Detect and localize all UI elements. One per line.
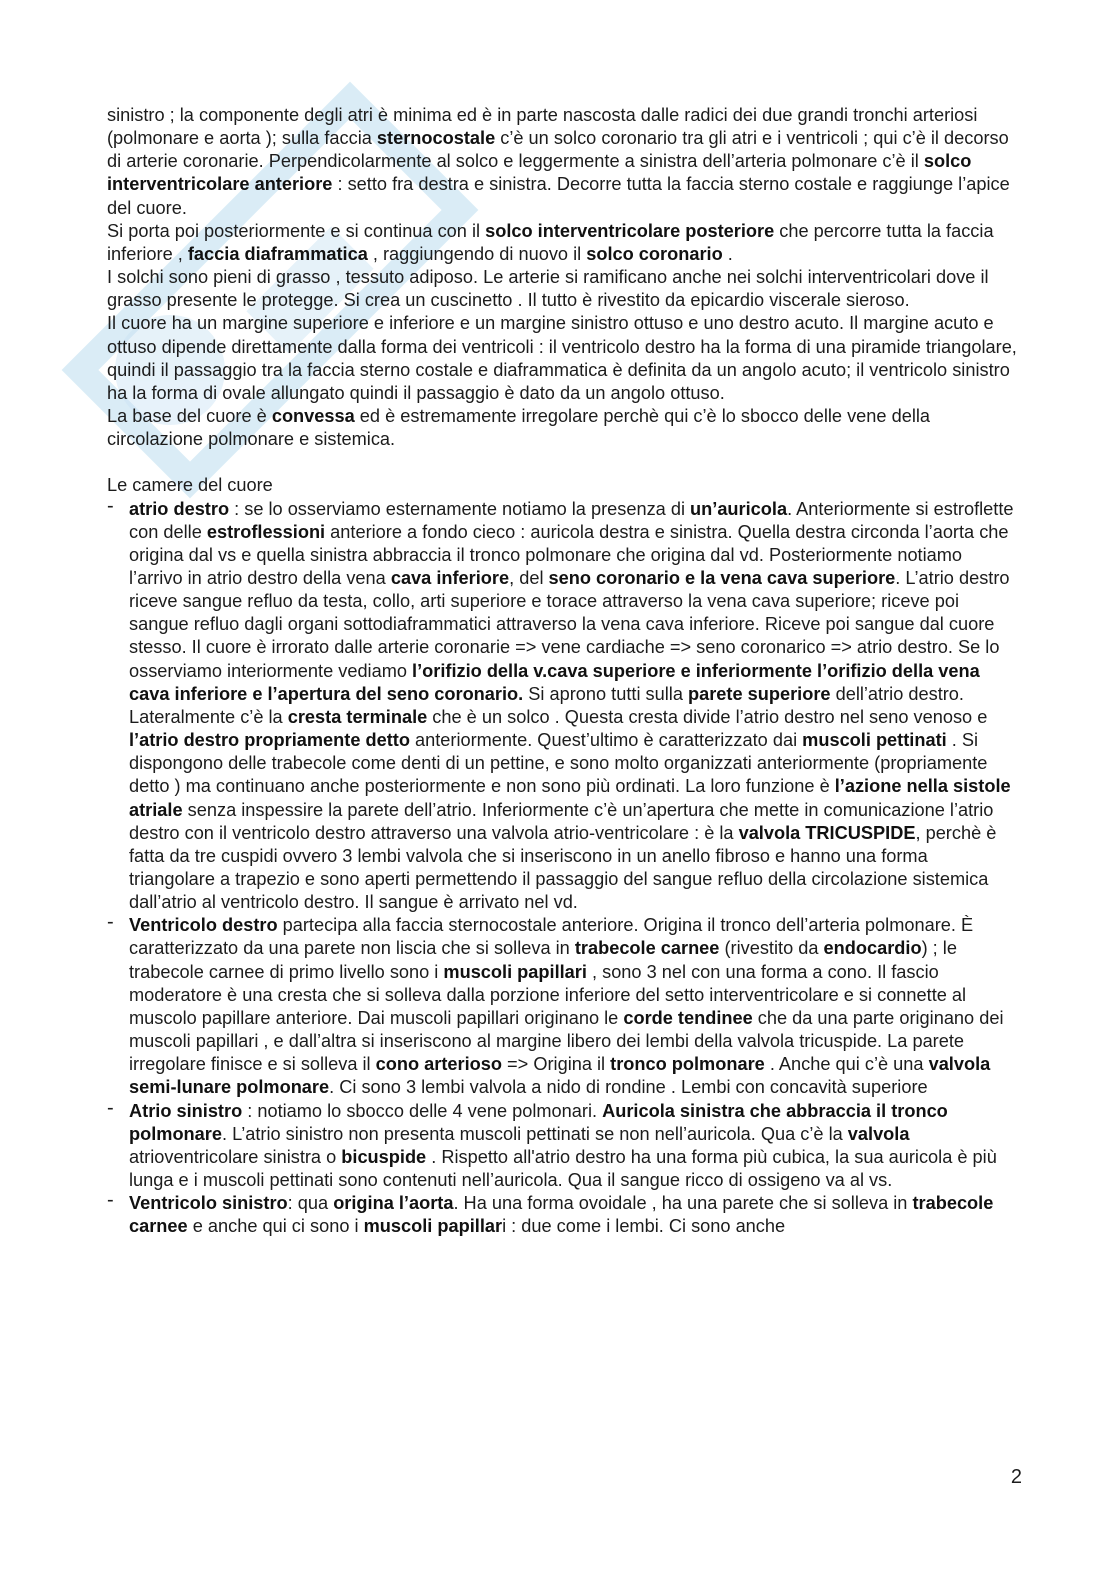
text-run: anteriore a fondo cieco : auricola destra e sinistra. Quella destra circonda l’aorta che origina dal vs e quella sinistra abbraccia il tronco polmonare che origina dal vd. Posteriormente notiamo l’arrivo in atrio destro della vena — [129, 521, 1009, 588]
text-run: e anche qui ci sono i — [187, 1216, 364, 1237]
bold-term: Ventricolo destro — [129, 915, 278, 936]
text-run: anteriormente. Quest’ultimo è caratterizzato dai — [409, 730, 803, 751]
text-run: => Origina il — [501, 1054, 611, 1075]
list-item — [107, 1192, 1017, 1238]
text-run: . Ci sono 3 lembi valvola a nido di rondine . Lembi con concavità superiore — [329, 1077, 928, 1098]
text-run: . Anche qui c’è una — [764, 1054, 929, 1075]
text-run: Si porta poi posteriormente e si continua con il — [107, 220, 486, 241]
bold-term: convessa — [271, 406, 355, 427]
text-run: , raggiungendo di nuovo il — [367, 243, 587, 264]
text-run: (rivestito da — [719, 938, 824, 959]
paragraph — [107, 220, 1017, 266]
text-run: . Anteriormente si estroflette con delle — [129, 498, 1014, 542]
text-run: i : due come i lembi. Ci sono anche — [502, 1216, 786, 1237]
text-run: : setto fra destra e sinistra. Decorre tutta la faccia sterno costale e raggiunge l’apice del cuore. — [107, 174, 1010, 218]
text-run: . Ha una forma ovoidale , ha una parete che si solleva in — [453, 1193, 913, 1214]
bold-term: bicuspide — [341, 1146, 427, 1167]
text-run: senza inspessire la parete dell’atrio. Inferiormente c’è un’apertura che mette in comunicazione l’atrio destro con il ventricolo destro attraverso una valvola atrio-ventricolare : è la — [129, 799, 994, 843]
bold-term: cono arterioso — [375, 1054, 502, 1075]
text-run: ) ; le trabecole carnee di primo livello sono i — [129, 938, 957, 982]
bold-term: cava inferiore — [390, 567, 510, 588]
bold-term: valvola TRICUSPIDE — [738, 822, 916, 843]
text-run: . L’atrio destro riceve sangue refluo da testa, collo, arti superiore e torace attraverso la vena cava superiore; riceve poi sangue refluo dagli organi sottodiaframmatici attraverso la vena cava inferiore. Riceve poi sangue dal cuore stesso. Il cuore è irrorato dalle arterie coronarie => vene cardiache => seno coronarico => atrio destro. Se lo osserviamo interiormente vediamo — [129, 567, 1010, 681]
bold-term: solco interventricolare anteriore — [107, 151, 972, 195]
chambers-list — [107, 498, 1017, 1239]
bold-term: muscoli papillar — [363, 1216, 503, 1237]
text-run: atrioventricolare sinistra o — [129, 1146, 342, 1167]
paragraph-spacer — [107, 451, 1017, 474]
list-item — [107, 498, 1017, 915]
list-item — [107, 1100, 1017, 1193]
bold-term: sternocostale — [376, 128, 496, 149]
bold-term: l’orifizio della v.cava superiore e inferiormente l’orifizio della vena cava inferiore e l’apertura del seno coronario. — [129, 660, 980, 704]
bold-term: trabecole carnee — [129, 1193, 994, 1237]
paragraph — [107, 266, 1017, 312]
text-run: I solchi sono pieni di grasso , tessuto adiposo. Le arterie si ramificano anche nei solchi interventricolari dove il grasso presente le protegge. Si crea un cuscinetto . Il tutto è rivestito da epicardio viscerale sieroso. — [107, 267, 989, 311]
text-run: che da una parte originano dei muscoli papillari , e dall’altra si inseriscono al margine libero dei lembi della valvola tricuspide. La parete irregolare finisce e si solleva il — [129, 1007, 1004, 1075]
bold-term: seno coronario e la vena cava superiore — [548, 567, 896, 588]
text-run: Si aprono tutti sulla — [523, 683, 688, 704]
bold-term: Auricola sinistra che abbraccia il tronco polmonare — [129, 1100, 948, 1144]
bold-term: Atrio sinistro — [129, 1100, 243, 1121]
text-run: , perchè è fatta da tre cuspidi ovvero 3 lembi valvola che si inseriscono in un anello fibroso e hanno una forma triangolare a trapezio e sono aperti permettendo il passaggio del sangue refluo della circolazione sistemica dall’atrio al ventricolo destro. Il sangue è arrivato nel vd. — [129, 822, 997, 913]
text-run: : se lo osserviamo esternamente notiamo la presenza di — [229, 498, 691, 519]
bold-term: tronco polmonare — [610, 1054, 765, 1075]
paragraph — [107, 104, 1017, 220]
bold-term: Ventricolo sinistro — [129, 1193, 288, 1214]
bold-term: l’azione nella sistole atriale — [129, 776, 1011, 820]
bold-term: endocardio — [823, 938, 922, 959]
text-run: c’è un solco coronario tra gli atri e i ventricoli ; qui c’è il decorso di arterie coronarie. Perpendicolarmente al solco e leggermente a sinistra dell’arteria polmonare c’è il — [107, 128, 1009, 172]
bold-term: un’auricola — [690, 498, 788, 519]
text-run: partecipa alla faccia sternocostale anteriore. Origina il tronco dell’arteria polmonare. È caratterizzato da una parete non liscia che si solleva in — [129, 915, 974, 959]
bold-term: muscoli papillari — [443, 961, 587, 982]
bold-term: muscoli pettinati — [802, 730, 947, 751]
text-run: , sono 3 nel con una forma a cono. Il fascio moderatore è una cresta che si solleva dalla porzione inferiore del setto interventricolare e si connette al muscolo papillare anteriore. Dai muscoli papillari originano le — [129, 961, 967, 1028]
page-number: 2 — [1010, 1466, 1022, 1488]
bold-term: solco interventricolare posteriore — [485, 220, 775, 241]
bold-term: atrio destro — [129, 498, 230, 519]
text-run: . — [722, 243, 733, 264]
text-run: ed è estremamente irregolare perchè qui c’è lo sbocco delle vene della circolazione polmonare e sistemica. — [107, 406, 931, 450]
document-page — [107, 104, 1017, 1239]
bold-term: trabecole carnee — [574, 938, 720, 959]
text-run: . Si dispongono delle trabecole come denti di un pettine, e sono molto organizzati anteriormente (propriamente detto ) ma continuano anche posteriormente e non sono più ordinati. La loro funzione è — [129, 730, 988, 797]
section-title: Le camere del cuore — [107, 475, 273, 496]
text-run: Il cuore ha un margine superiore e inferiore e un margine sinistro ottuso e uno destro acuto. Il margine acuto e ottuso dipende direttamente dalla forma dei ventricoli : il ventricolo destro ha la forma di una piramide triangolare, quindi il passaggio tra la faccia sterno costale e diaframmatica è definita da un angolo acuto; il ventricolo sinistro ha la forma di ovale allungato quindi il passaggio è dato da un angolo ottuso. — [107, 313, 1017, 403]
text-run: che è un solco . Questa cresta divide l’atrio destro nel seno venoso e — [427, 706, 988, 727]
paragraph — [107, 312, 1017, 405]
bold-term: faccia diaframmatica — [187, 243, 368, 264]
text-run: . L’atrio sinistro non presenta muscoli pettinati se non nell’auricola. Qua c’è la — [221, 1123, 848, 1144]
text-run: sinistro ; la componente degli atri è minima ed è in parte nascosta dalle radici dei due grandi tronchi arteriosi (polmonare e aorta ); sulla faccia — [107, 105, 978, 149]
bold-term: parete superiore — [688, 683, 831, 704]
bold-term: valvola — [847, 1123, 910, 1144]
text-run: : qua — [287, 1193, 334, 1214]
bold-term: l’atrio destro propriamente detto — [129, 730, 410, 751]
text-run: che percorre tutta la faccia inferiore , — [107, 220, 994, 264]
bold-term: cresta terminale — [287, 706, 428, 727]
list-item — [107, 914, 1017, 1099]
bold-term: corde tendinee — [623, 1007, 753, 1028]
text-run: . Rispetto all'atrio destro ha una forma più cubica, la sua auricola è più lunga e i muscoli pettinati sono contenuti nell’auricola. Qua il sangue ricco di ossigeno va al vs. — [129, 1146, 997, 1191]
bold-term: estroflessioni — [206, 521, 326, 542]
text-run: dell’atrio destro. Lateralmente c’è la — [129, 683, 964, 727]
text-run: , del — [509, 567, 549, 588]
bold-term: origina l’aorta — [333, 1193, 454, 1214]
text-run: La base del cuore è — [107, 406, 272, 427]
paragraph — [107, 405, 1017, 451]
bold-term: valvola semi-lunare polmonare — [129, 1054, 991, 1098]
text-run: : notiamo lo sbocco delle 4 vene polmonari. — [242, 1100, 603, 1121]
bold-term: solco coronario — [586, 243, 723, 264]
